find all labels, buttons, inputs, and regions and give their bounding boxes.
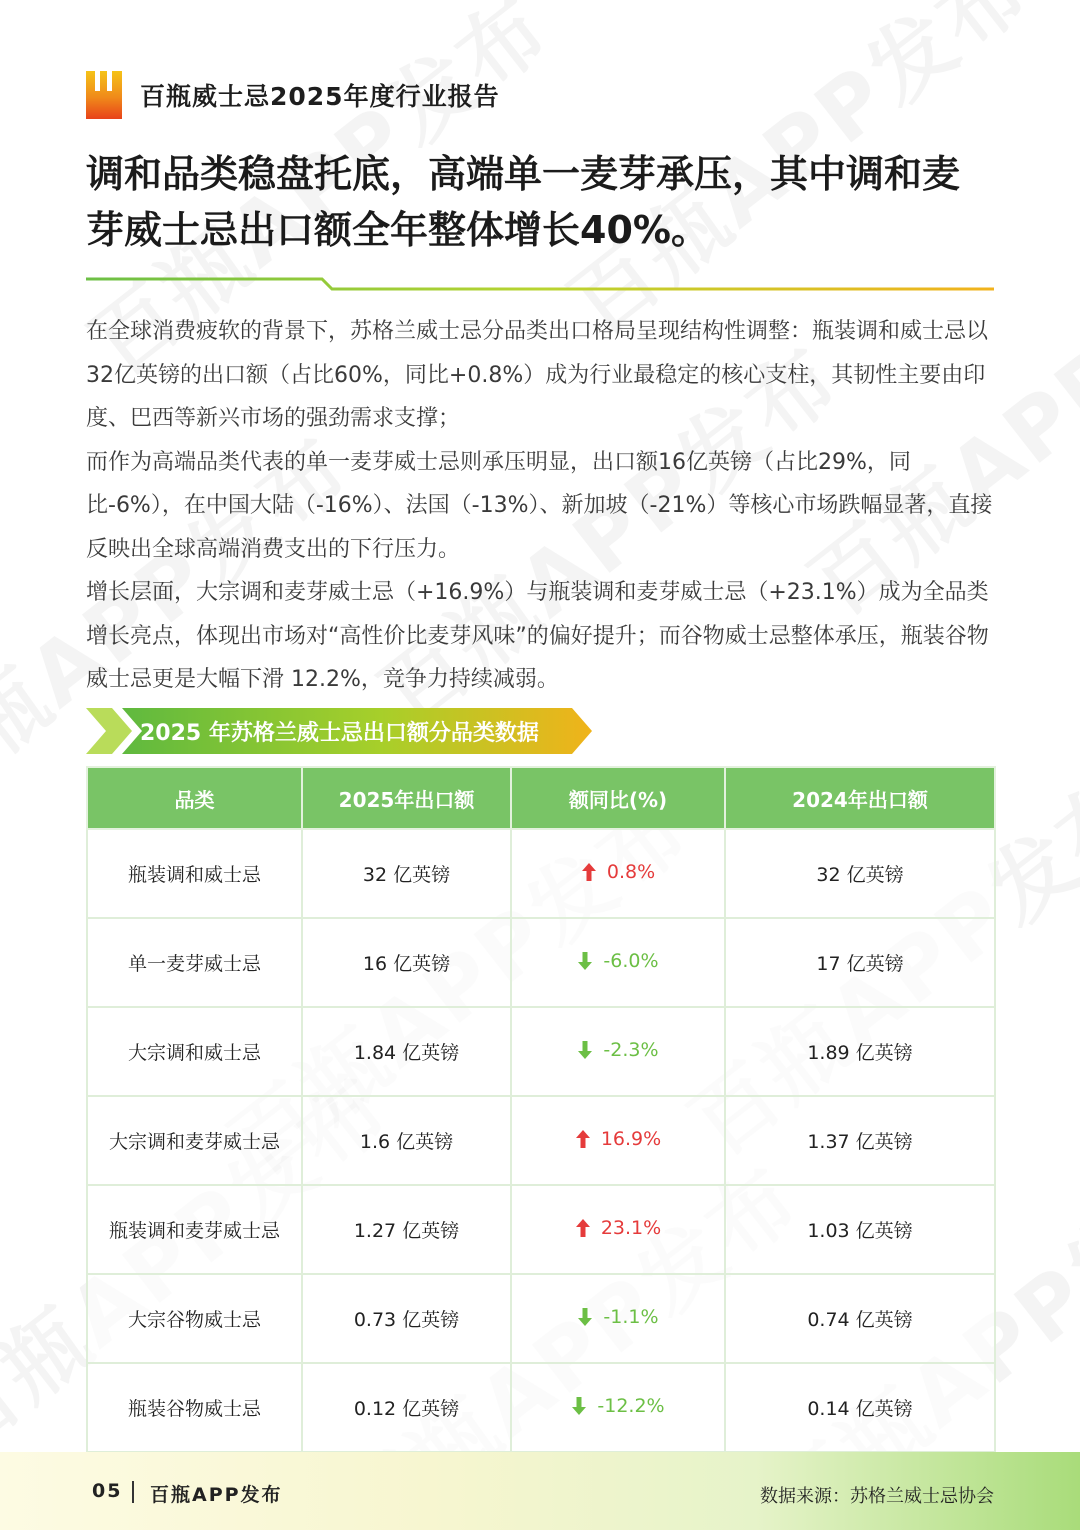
change-value: 23.1% bbox=[600, 1216, 662, 1239]
category-cell: 瓶装调和威士忌 bbox=[87, 829, 302, 918]
change-cell bbox=[511, 1363, 725, 1452]
arrow-up-icon bbox=[575, 1218, 591, 1238]
report-title: 百瓶威士忌2025年度行业报告 bbox=[140, 82, 500, 111]
change-cell bbox=[511, 1096, 725, 1185]
arrow-down-icon bbox=[577, 1307, 593, 1327]
arrow-up-icon bbox=[581, 862, 597, 882]
export-2025-cell: 0.12 亿英镑 bbox=[302, 1363, 511, 1452]
headline-line: 调和品类稳盘托底，高端单一麦芽承压，其中调和麦 bbox=[86, 152, 961, 196]
export-2024-cell: 1.89 亿英镑 bbox=[725, 1007, 995, 1096]
export-2024-cell: 0.74 亿英镑 bbox=[725, 1274, 995, 1363]
export-2024-cell: 1.37 亿英镑 bbox=[725, 1096, 995, 1185]
arrow-down-icon bbox=[571, 1396, 587, 1416]
change-cell bbox=[511, 918, 725, 1007]
table-row bbox=[87, 1007, 995, 1096]
change-cell bbox=[511, 1185, 725, 1274]
export-2025-cell: 1.6 亿英镑 bbox=[302, 1096, 511, 1185]
page-headline bbox=[86, 146, 996, 258]
paragraph: 在全球消费疲软的背景下，苏格兰威士忌分品类出口格局呈现结构性调整：瓶装调和威士忌以32亿英镑的出口额（占比60%，同比+0.8%）成为行业最稳定的核心支柱，其韧性主要由印度、巴西等新兴市场的强劲需求支撑； bbox=[86, 319, 989, 431]
table-row bbox=[87, 1096, 995, 1185]
body-text bbox=[86, 310, 996, 702]
export-2024-cell: 0.14 亿英镑 bbox=[725, 1363, 995, 1452]
paragraph: 而作为高端品类代表的单一麦芽威士忌则承压明显，出口额16亿英镑（占比29%，同比-6%），在中国大陆（-16%）、法国（-13%）、新加坡（-21%）等核心市场跌幅显著，直接反映出全球高端消费支出的下行压力。 bbox=[86, 449, 993, 562]
headline-line: 芽威士忌出口额全年整体增长40%。 bbox=[86, 208, 709, 252]
data-source: 数据来源：苏格兰威士忌协会 bbox=[760, 1486, 994, 1507]
export-2024-cell: 17 亿英镑 bbox=[725, 918, 995, 1007]
category-cell: 瓶装调和麦芽威士忌 bbox=[87, 1185, 302, 1274]
arrow-down-icon bbox=[577, 1040, 593, 1060]
category-cell: 大宗调和麦芽威士忌 bbox=[87, 1096, 302, 1185]
category-cell: 瓶装谷物威士忌 bbox=[87, 1363, 302, 1452]
column-header: 品类 bbox=[87, 767, 302, 829]
export-2025-cell: 1.84 亿英镑 bbox=[302, 1007, 511, 1096]
table-row bbox=[87, 918, 995, 1007]
table-row bbox=[87, 1185, 995, 1274]
arrow-down-icon bbox=[577, 951, 593, 971]
export-2025-cell: 0.73 亿英镑 bbox=[302, 1274, 511, 1363]
column-header: 2025年出口额 bbox=[302, 767, 511, 829]
table-row bbox=[87, 1363, 995, 1452]
export-2024-cell: 1.03 亿英镑 bbox=[725, 1185, 995, 1274]
footer-separator bbox=[132, 1481, 134, 1503]
category-cell: 大宗调和威士忌 bbox=[87, 1007, 302, 1096]
paragraph: 增长层面，大宗调和麦芽威士忌（+16.9%）与瓶装调和麦芽威士忌（+23.1%）成为全品类增长亮点，体现出市场对“高性价比麦芽风味”的偏好提升；而谷物威士忌整体承压，瓶装谷物威士忌更是大幅下滑 12.2%，竞争力持续减弱。 bbox=[86, 580, 989, 692]
category-cell: 大宗谷物威士忌 bbox=[87, 1274, 302, 1363]
brand-logo-icon bbox=[86, 71, 122, 119]
change-value: 0.8% bbox=[606, 860, 656, 883]
table-header-row bbox=[87, 767, 995, 829]
column-header: 额同比(%) bbox=[511, 767, 725, 829]
column-header: 2024年出口额 bbox=[725, 767, 995, 829]
arrow-up-icon bbox=[575, 1129, 591, 1149]
change-cell bbox=[511, 829, 725, 918]
export-table bbox=[86, 766, 994, 1453]
headline-divider bbox=[86, 276, 994, 292]
change-cell bbox=[511, 1007, 725, 1096]
export-2025-cell: 1.27 亿英镑 bbox=[302, 1185, 511, 1274]
export-2025-cell: 32 亿英镑 bbox=[302, 829, 511, 918]
report-header bbox=[86, 70, 500, 120]
publisher-label: 百瓶APP发布 bbox=[150, 1484, 283, 1506]
table-row bbox=[87, 829, 995, 918]
change-value: -12.2% bbox=[597, 1394, 665, 1417]
change-value: -6.0% bbox=[603, 949, 659, 972]
change-cell bbox=[511, 1274, 725, 1363]
export-2024-cell: 32 亿英镑 bbox=[725, 829, 995, 918]
change-value: -1.1% bbox=[603, 1305, 659, 1328]
change-value: -2.3% bbox=[603, 1038, 659, 1061]
category-cell: 单一麦芽威士忌 bbox=[87, 918, 302, 1007]
table-row bbox=[87, 1274, 995, 1363]
page-number: 05 bbox=[92, 1480, 123, 1502]
change-value: 16.9% bbox=[600, 1127, 662, 1150]
section-title: 2025 年苏格兰威士忌出口额分品类数据 bbox=[140, 721, 539, 746]
export-2025-cell: 16 亿英镑 bbox=[302, 918, 511, 1007]
